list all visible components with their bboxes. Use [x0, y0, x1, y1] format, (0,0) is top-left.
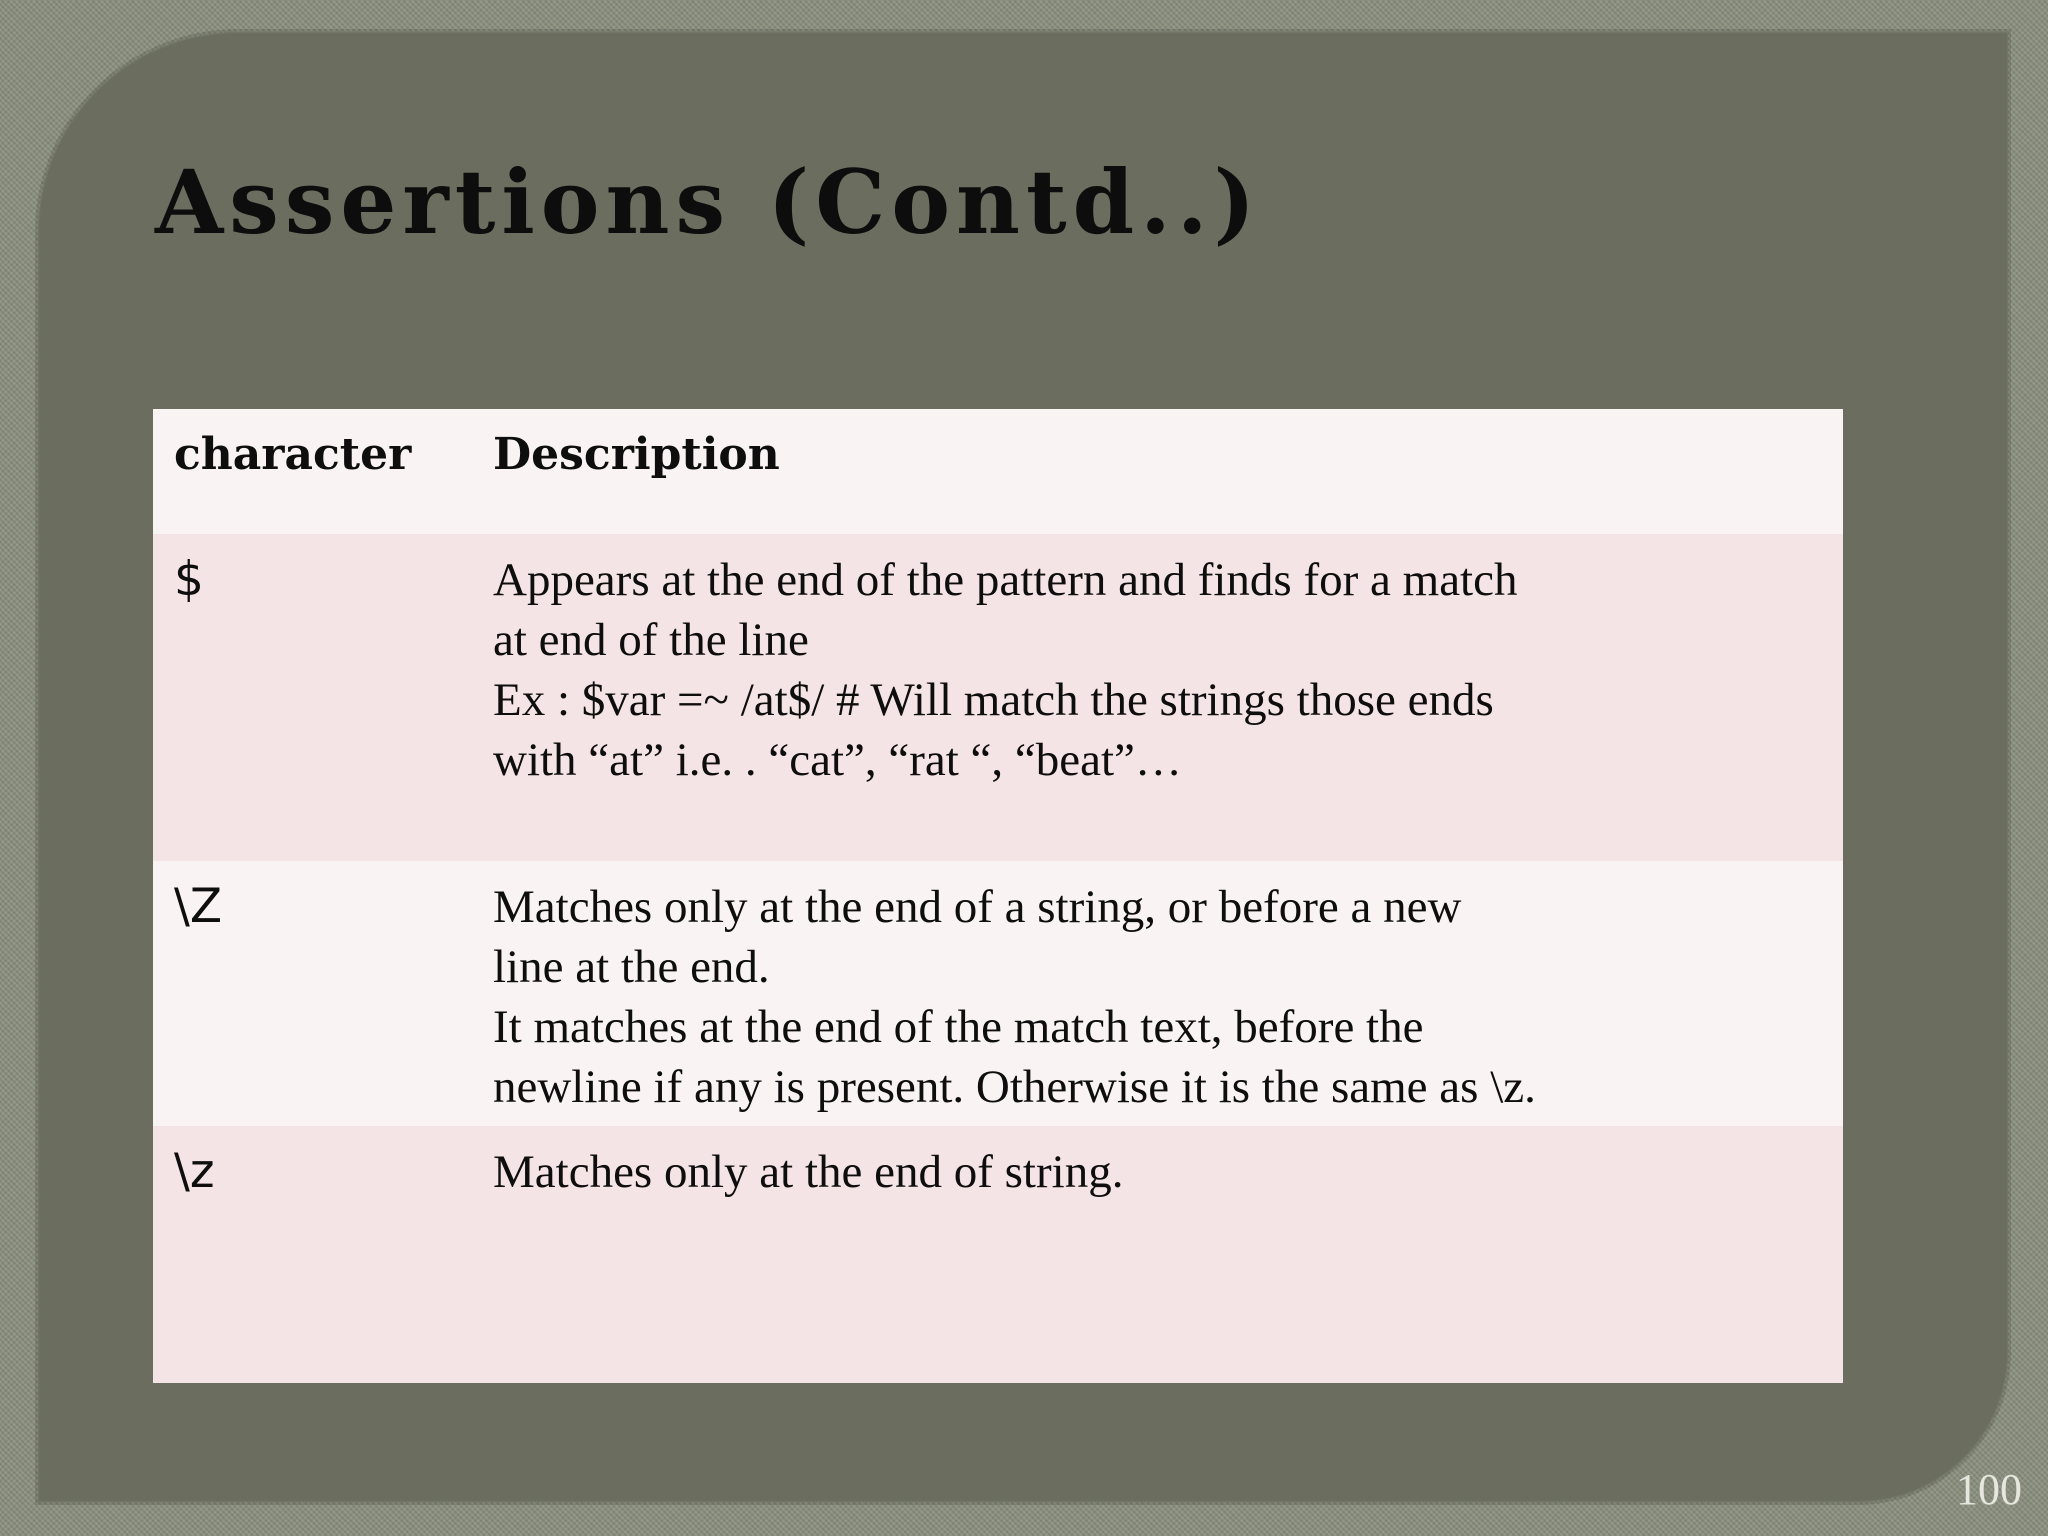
description-line: at end of the line	[493, 614, 809, 666]
description-line: Ex : $var =~ /at$/ # Will match the strings those ends	[493, 674, 1494, 726]
description-line: newline if any is present. Otherwise it is the same as \z.	[493, 1061, 1536, 1113]
character-cell: \z	[174, 1144, 215, 1199]
slide-title: Assertions (Contd..)	[155, 150, 1262, 254]
character-cell: $	[174, 552, 204, 607]
assertions-table-container	[153, 409, 1843, 1383]
assertions-table	[153, 409, 1843, 1383]
description-line: with “at” i.e. . “cat”, “rat “, “beat”…	[493, 734, 1182, 786]
table-header-row	[153, 409, 1843, 534]
description-line: Matches only at the end of a string, or before a new	[493, 881, 1462, 933]
slide-number: 100	[1956, 1465, 2022, 1514]
table-row	[153, 861, 1843, 1126]
table-row	[153, 534, 1843, 861]
description-line: Matches only at the end of string.	[493, 1146, 1124, 1198]
header-description: Description	[493, 429, 780, 480]
table-row	[153, 1126, 1843, 1383]
header-character: character	[174, 429, 412, 480]
description-line: line at the end.	[493, 941, 770, 993]
description-line: It matches at the end of the match text, before the	[493, 1001, 1424, 1053]
description-cell	[493, 861, 1843, 1126]
description-cell	[493, 1126, 1843, 1383]
description-cell	[493, 534, 1843, 861]
character-cell: \Z	[174, 879, 223, 934]
description-line: Appears at the end of the pattern and finds for a match	[493, 554, 1518, 606]
